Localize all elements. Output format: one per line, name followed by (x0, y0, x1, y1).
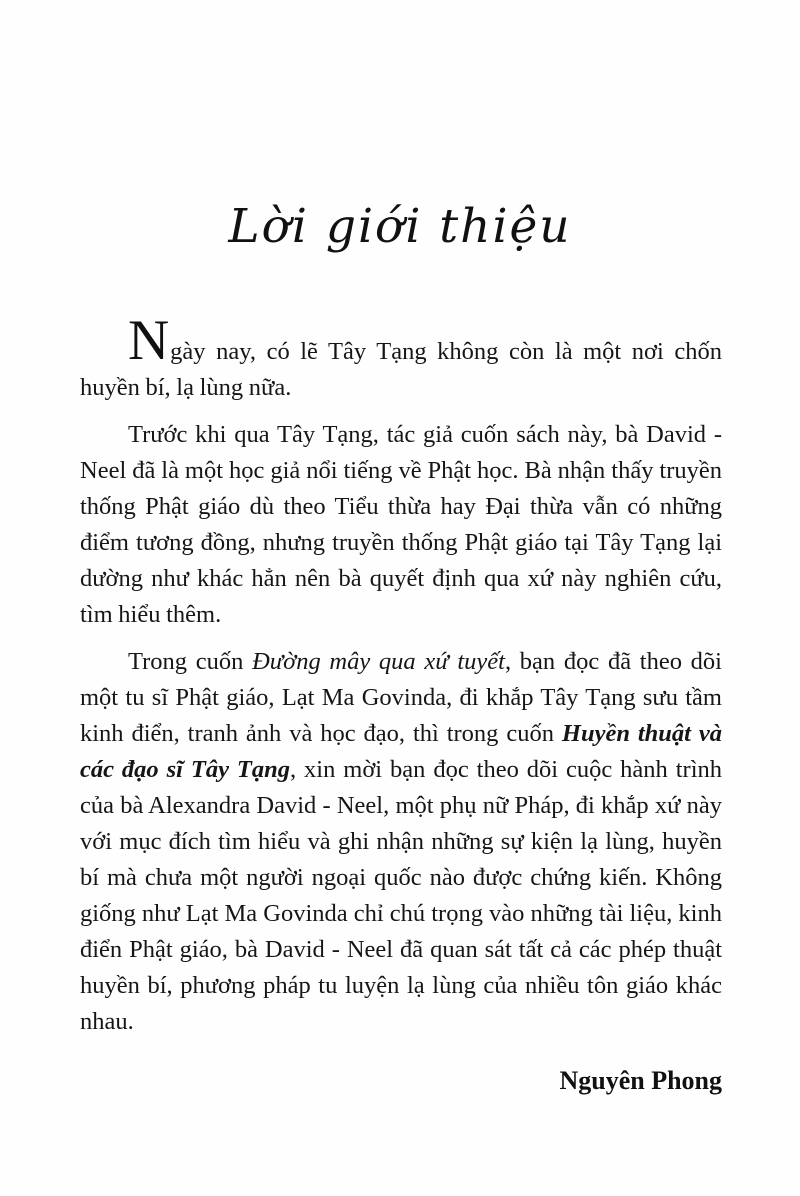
paragraph-1 (80, 309, 722, 406)
book-title-duong-may-qua-xu-tuyet: Đường mây qua xứ tuyết (252, 648, 505, 675)
paragraph-2: Trước khi qua Tây Tạng, tác giả cuốn sách này, bà David - Neel đã là một học giả nổi tiếng về Phật học. Bà nhận thấy truyền thống Phật giáo dù theo Tiểu thừa hay Đại thừa vẫn có những điểm tương đồng, nhưng truyền thống Phật giáo tại Tây Tạng lại dường như khác hẳn nên bà quyết định qua xứ này nghiên cứu, tìm hiểu thêm. (80, 421, 722, 628)
page-title: Lời giới thiệu (228, 199, 572, 254)
paragraph-1-text: gày nay, có lẽ Tây Tạng không còn là một nơi chốn huyền bí, lạ lùng nữa. (80, 338, 722, 401)
book-title-huyen-thuat-va-cac-dao-si-tay-tang: Huyền thuật và các đạo sĩ Tây Tạng (80, 720, 723, 783)
author-signature: Nguyên Phong (559, 1066, 722, 1095)
paragraph-3 (80, 644, 722, 1040)
page-content (80, 309, 723, 1098)
paragraph-3-rest: , xin mời bạn đọc theo dõi cuộc hành trình của bà Alexandra David - Neel, một phụ nữ Pháp, đi khắp xứ này với mục đích tìm hiểu và ghi nhận những sự kiện lạ lùng, huyền bí mà chưa một người ngoại quốc nào được chứng kiến. Không giống như Lạt Ma Govinda chỉ chú trọng vào những tài liệu, kinh điển Phật giáo, bà David - Neel đã quan sát tất cả các phép thuật huyền bí, phương pháp tu luyện lạ lùng của nhiều tôn giáo khác nhau. (80, 756, 722, 1035)
paragraph-3-middle: , bạn đọc đã theo dõi một tu sĩ Phật giáo, Lạt Ma Govinda, đi khắp Tây Tạng sưu tầm kinh điển, tranh ảnh và học đạo, thì trong cuốn (80, 648, 722, 747)
drop-cap-initial: N (128, 309, 171, 372)
paragraph-3-intro: Trong cuốn (128, 648, 253, 675)
